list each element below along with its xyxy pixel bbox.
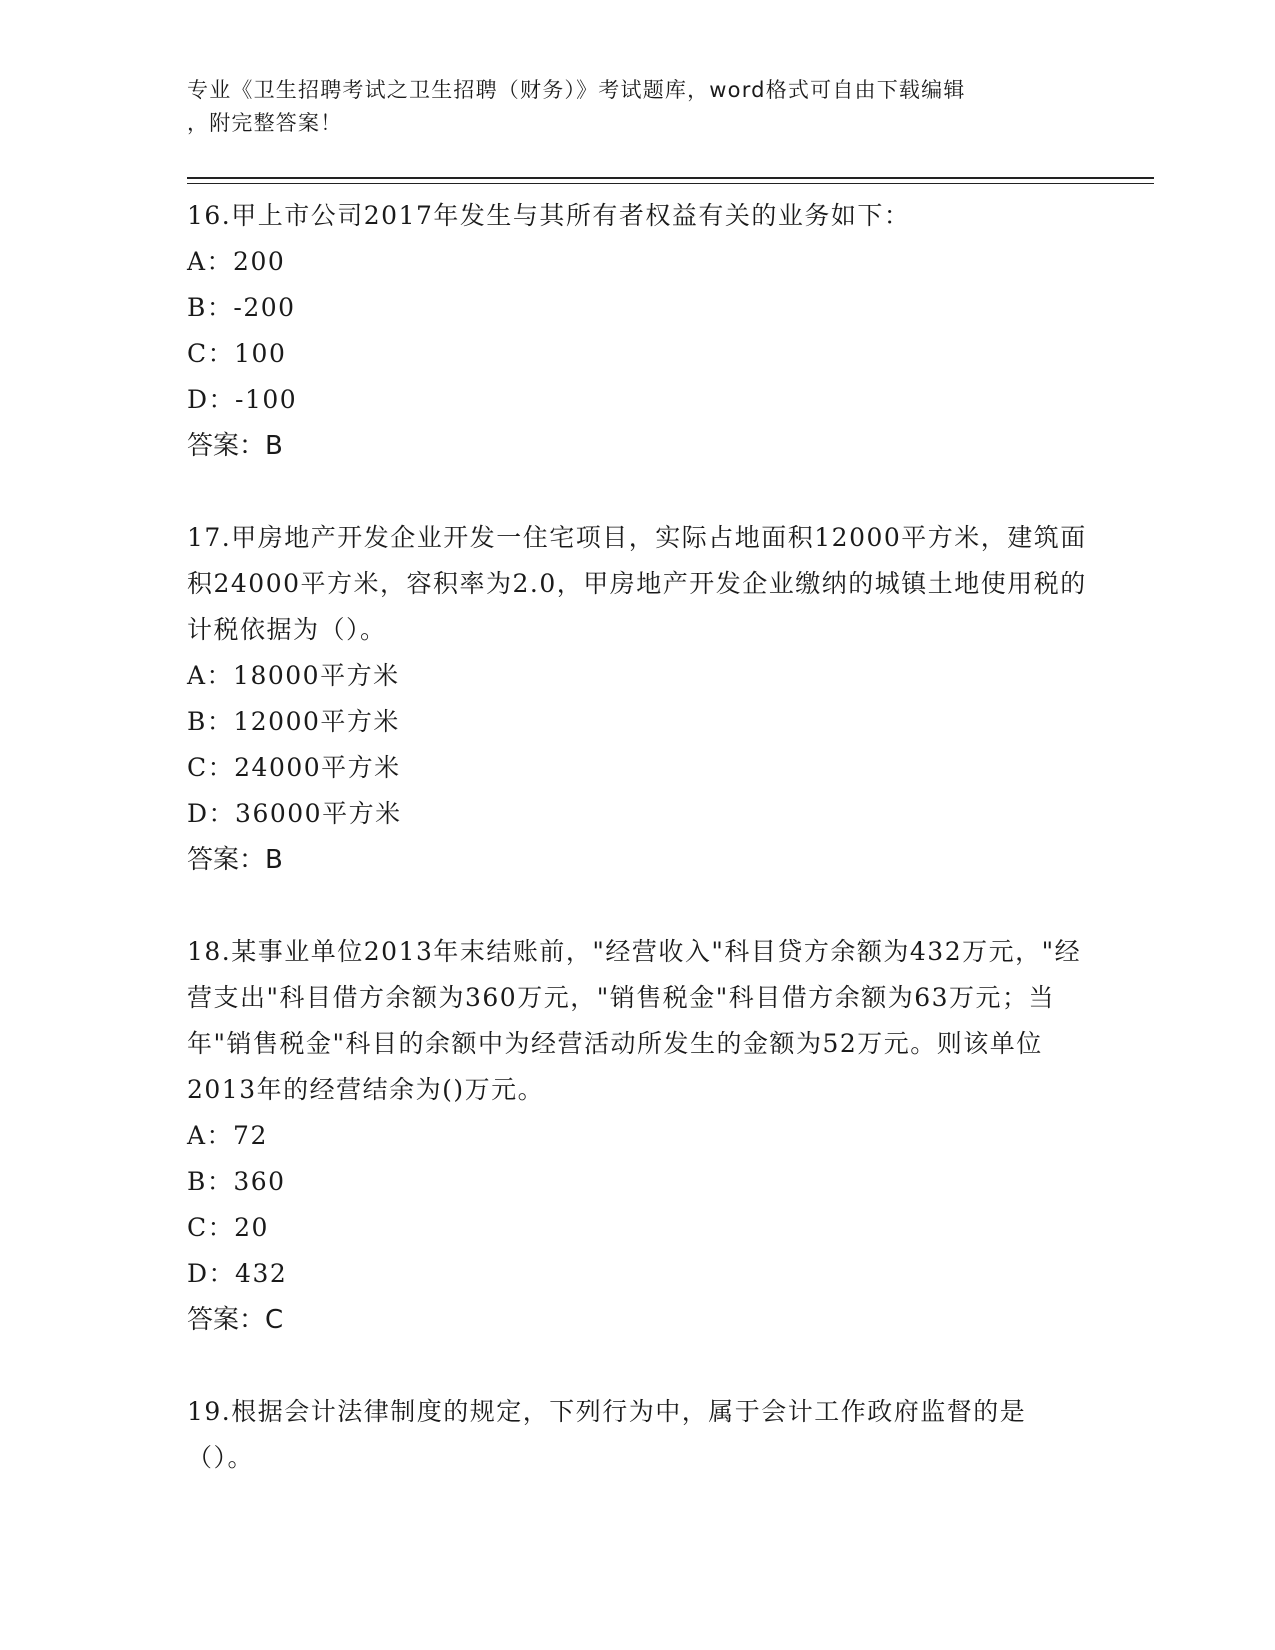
option-b: B：360 [187, 1167, 286, 1196]
answer: 答案：B [187, 845, 283, 875]
question-18 [187, 929, 1087, 1343]
option-c: C：100 [187, 339, 287, 368]
question-stem: 19.根据会计法律制度的规定，下列行为中，属于会计工作政府监督的是（）。 [187, 1397, 1027, 1472]
header-line-2: ，附完整答案！ [187, 111, 343, 135]
question-17 [187, 515, 1087, 883]
answer: 答案：C [187, 1305, 284, 1335]
question-stem: 18.某事业单位2013年末结账前，"经营收入"科目贷方余额为432万元，"经营支出"科目借方余额为360万元，"销售税金"科目借方余额为63万元；当年"销售税金"科目的余额中为经营活动所发生的金额为52万元。则该单位2013年的经营结余为()万元。 [187, 937, 1082, 1104]
option-d: D：-100 [187, 385, 298, 414]
question-list [187, 193, 1087, 1527]
question-stem: 17.甲房地产开发企业开发一住宅项目，实际占地面积12000平方米，建筑面积24000平方米，容积率为2.0，甲房地产开发企业缴纳的城镇土地使用税的计税依据为（）。 [187, 523, 1087, 644]
option-d: D：36000平方米 [187, 799, 402, 828]
option-c: C：20 [187, 1213, 269, 1242]
option-d: D：432 [187, 1259, 288, 1288]
option-b: B：-200 [187, 293, 296, 322]
option-a: A：72 [187, 1121, 268, 1150]
question-19 [187, 1389, 1087, 1481]
header-line-1: 专业《卫生招聘考试之卫生招聘（财务）》考试题库，word格式可自由下载编辑 [187, 78, 966, 102]
option-a: A：18000平方米 [187, 661, 400, 690]
document-header [187, 74, 1067, 140]
option-c: C：24000平方米 [187, 753, 401, 782]
option-a: A：200 [187, 247, 286, 276]
option-b: B：12000平方米 [187, 707, 400, 736]
question-16 [187, 193, 1087, 469]
answer: 答案：B [187, 431, 283, 461]
header-rule-thin [187, 183, 1154, 184]
header-rule-thick [187, 177, 1154, 179]
question-stem: 16.甲上市公司2017年发生与其所有者权益有关的业务如下： [187, 201, 911, 230]
